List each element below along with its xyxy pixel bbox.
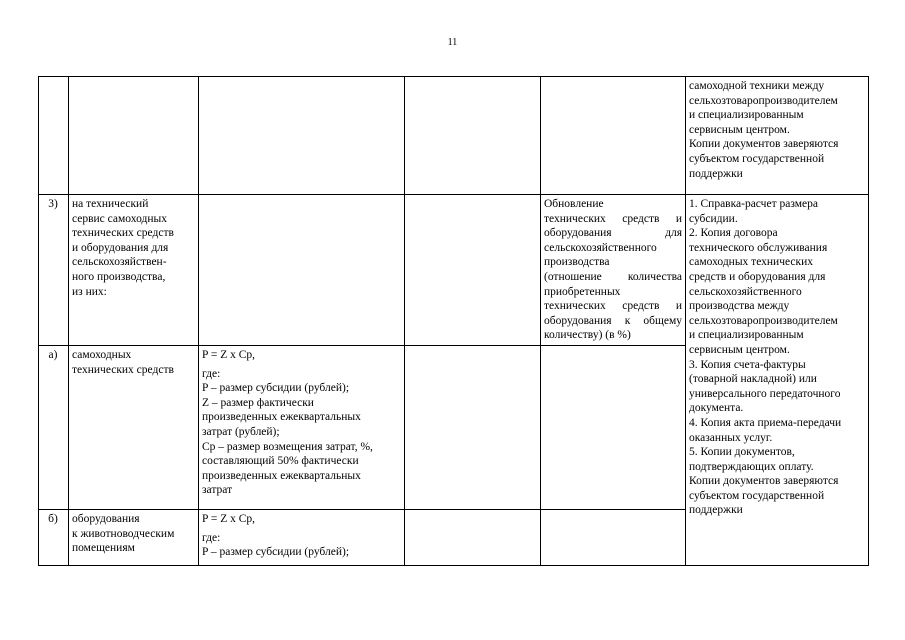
- text-line: затрат: [202, 484, 233, 497]
- row-number: 3): [39, 195, 69, 346]
- text-word: средств: [622, 212, 660, 225]
- cell-documents: [686, 77, 869, 195]
- text-line: P – размер субсидии (рублей);: [202, 546, 350, 559]
- cell-direction: [69, 509, 199, 565]
- text-line: субъектом государственной: [689, 489, 825, 502]
- text-line: сельскохозяйствен-: [72, 256, 167, 269]
- text-line: сервис самоходных: [72, 212, 167, 225]
- text-line: сельхозтоваропроизводителем: [689, 94, 838, 107]
- text-line: где:: [202, 531, 221, 544]
- text-word: и: [675, 212, 682, 225]
- text-line: Копии документов заверяются: [689, 138, 839, 151]
- text-line: сельхозтоваропроизводителем: [689, 314, 838, 327]
- cell-empty: [405, 195, 541, 346]
- cell-formula: [199, 77, 405, 195]
- text-line: производства между: [689, 300, 790, 313]
- text-word: количества: [627, 270, 682, 283]
- text-line: ного производства,: [72, 270, 166, 283]
- cell-empty: [405, 509, 541, 565]
- cell-formula: [199, 509, 405, 565]
- text-line: сервисным центром.: [689, 123, 790, 136]
- text-line: где:: [202, 367, 221, 380]
- cell-empty: [405, 77, 541, 195]
- text-line: и специализированным: [689, 109, 804, 122]
- text-line: [544, 270, 682, 285]
- text-word: оборудования: [544, 314, 612, 327]
- text-word: оборудования: [544, 227, 612, 240]
- text-word: для: [665, 227, 682, 240]
- text-line: технических средств: [72, 227, 174, 240]
- text-line: Z – размер фактически: [202, 396, 314, 409]
- text-line: и оборудования для: [72, 241, 169, 254]
- text-line: P – размер субсидии (рублей);: [202, 382, 350, 395]
- row-number: б): [39, 509, 69, 565]
- text-line: Cp – размер возмещения затрат, %,: [202, 440, 373, 453]
- text-line: 3. Копия счета-фактуры: [689, 358, 806, 371]
- text-line: [544, 299, 682, 314]
- text-line: технических средств: [72, 363, 174, 376]
- text-line: на технический: [72, 198, 149, 210]
- cell-indicator: [541, 345, 686, 509]
- cell-direction: [69, 77, 199, 195]
- cell-formula: [199, 195, 405, 346]
- text-line: 4. Копия акта приема-передачи: [689, 416, 842, 429]
- formula-explanation: [202, 531, 401, 560]
- text-line: [544, 226, 682, 241]
- text-line: оказанных услуг.: [689, 431, 773, 444]
- text-line: документа.: [689, 402, 744, 415]
- cell-direction: [69, 195, 199, 346]
- text-line: производства: [544, 256, 610, 269]
- text-line: произведенных ежеквартальных: [202, 469, 361, 482]
- text-line: субъектом государственной: [689, 152, 825, 165]
- text-line: [544, 314, 682, 329]
- cell-empty: [405, 345, 541, 509]
- text-line: субсидии.: [689, 212, 738, 225]
- table-row-3: [39, 195, 869, 346]
- text-line: самоходной техники между: [689, 80, 825, 92]
- text-line: самоходных технических: [689, 256, 813, 269]
- text-line: (товарной накладной) или: [689, 373, 817, 386]
- text-line: средств и оборудования для: [689, 270, 826, 283]
- formula: P = Z x Cp,: [202, 348, 256, 361]
- cell-documents: [686, 195, 869, 566]
- cell-number: [39, 77, 69, 195]
- formula-explanation: [202, 367, 401, 498]
- text-line: универсального передаточного: [689, 387, 841, 400]
- formula: P = Z x Cp,: [202, 512, 256, 525]
- text-word: технических: [544, 212, 606, 225]
- text-line: 2. Копия договора: [689, 227, 778, 240]
- text-line: поддержки: [689, 504, 743, 517]
- text-word: средств: [622, 300, 660, 313]
- subsidy-table: [38, 76, 869, 566]
- text-line: Обновление: [544, 198, 604, 210]
- text-word: общему: [643, 314, 682, 327]
- text-word: технических: [544, 300, 606, 313]
- cell-indicator: [541, 509, 686, 565]
- text-line: составляющий 50% фактически: [202, 455, 359, 468]
- text-line: и специализированным: [689, 329, 804, 342]
- cell-indicator: [541, 195, 686, 346]
- text-line: сельскохозяйственного: [544, 241, 657, 254]
- text-word: и: [675, 300, 682, 313]
- text-line: 5. Копии документов,: [689, 446, 795, 459]
- text-line: из них:: [72, 285, 107, 298]
- text-line: сельскохозяйственного: [689, 285, 802, 298]
- cell-formula: [199, 345, 405, 509]
- text-line: технического обслуживания: [689, 241, 828, 254]
- text-line: приобретенных: [544, 285, 621, 298]
- page-number: 11: [447, 37, 458, 48]
- text-line: подтверждающих оплату.: [689, 460, 814, 473]
- text-word: (отношение: [544, 270, 602, 283]
- cell-direction: [69, 345, 199, 509]
- text-line: оборудования: [72, 512, 140, 525]
- text-line: затрат (рублей);: [202, 425, 280, 438]
- text-word: к: [624, 314, 631, 327]
- text-line: сервисным центром.: [689, 343, 790, 356]
- text-line: [544, 212, 682, 227]
- row-number: а): [39, 345, 69, 509]
- text-line: самоходных: [72, 348, 132, 361]
- cell-indicator: [541, 77, 686, 195]
- text-line: к животноводческим: [72, 527, 175, 540]
- text-line: поддержки: [689, 167, 743, 180]
- text-line: помещениям: [72, 542, 135, 555]
- text-line: Копии документов заверяются: [689, 475, 839, 488]
- text-line: произведенных ежеквартальных: [202, 411, 361, 424]
- table-row-continuation: [39, 77, 869, 195]
- text-line: 1. Справка-расчет размера: [689, 198, 818, 210]
- text-line: количеству) (в %): [544, 329, 631, 342]
